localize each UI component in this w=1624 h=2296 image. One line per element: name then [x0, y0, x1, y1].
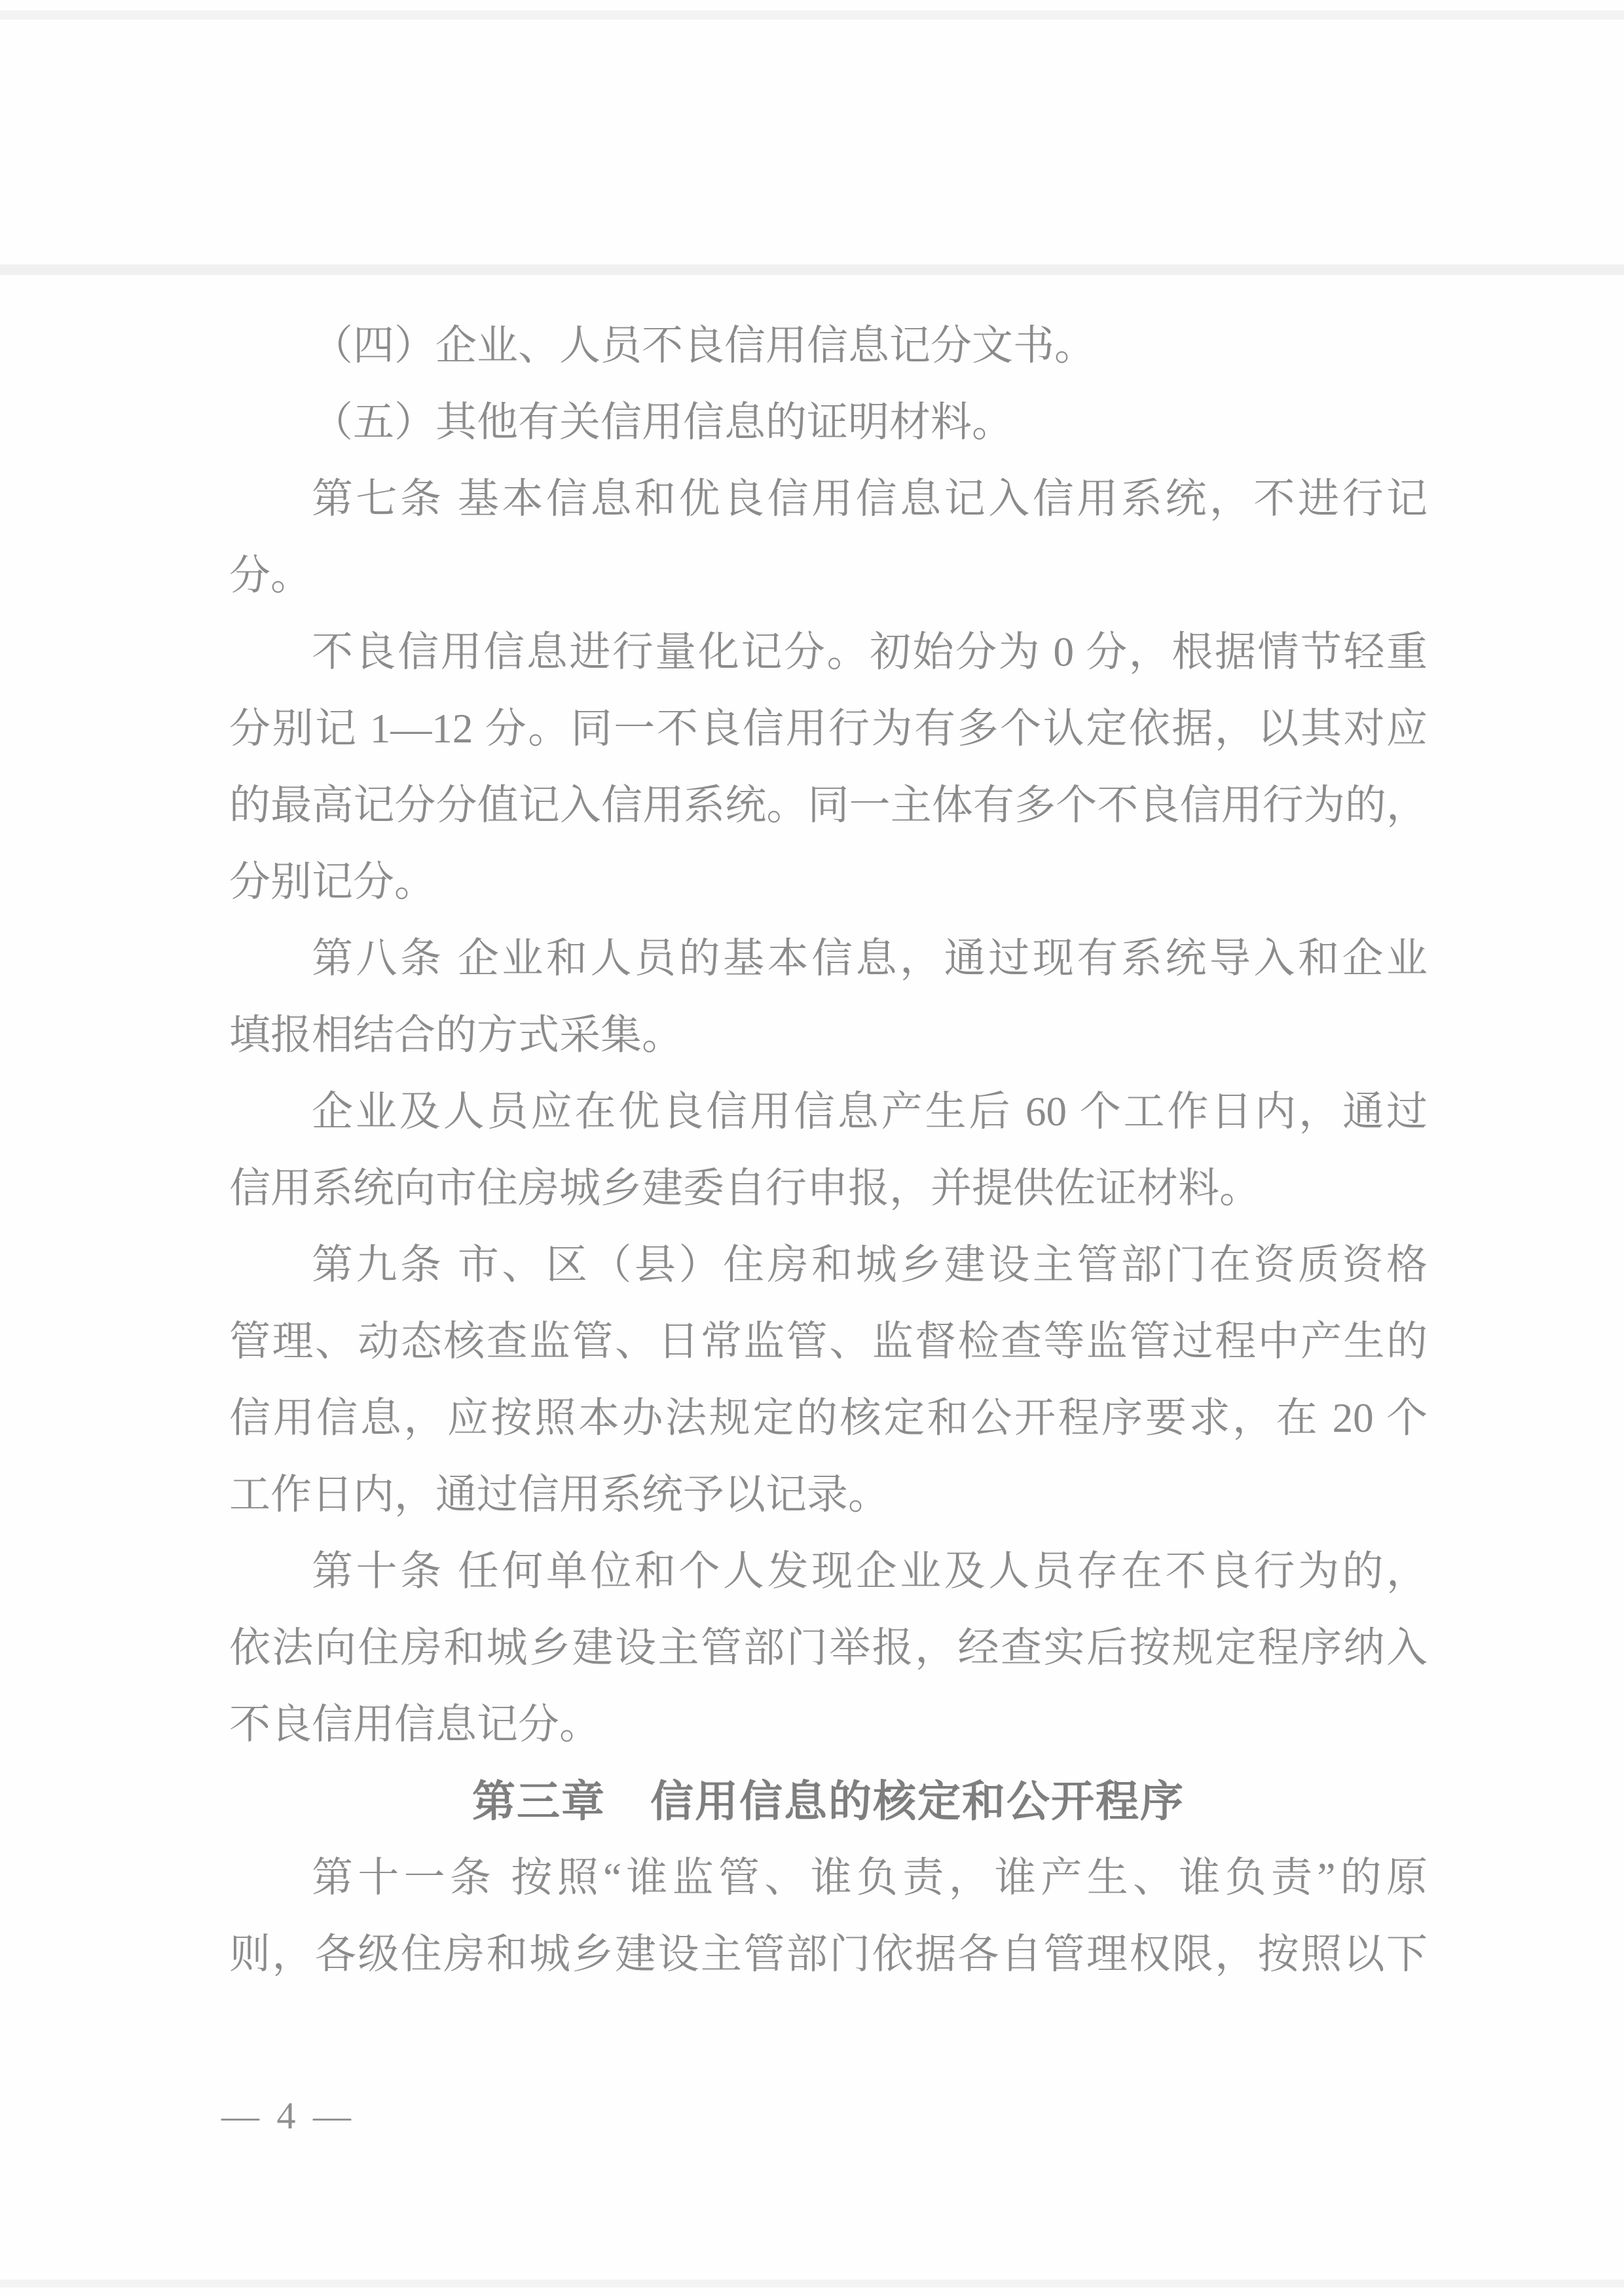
text-line: 企业及人员应在优良信用信息产生后 60 个工作日内，通过 — [312, 1089, 1428, 1135]
text-line-article-9: 第九条 市、区（县）住房和城乡建设主管部门在资质资格 — [312, 1242, 1428, 1288]
text-line: 分别记分。 — [229, 859, 435, 905]
text-line: 依法向住房和城乡建设主管部门举报，经查实后按规定程序纳入 — [229, 1625, 1428, 1671]
scan-artifact-top — [0, 10, 1624, 20]
text-line: 分。 — [229, 553, 312, 598]
text-line-item-5: （五）其他有关信用信息的证明材料。 — [312, 399, 1013, 445]
text-line: 信用信息，应按照本办法规定的核定和公开程序要求，在 20 个 — [229, 1395, 1428, 1441]
text-line: 不良信用信息进行量化记分。初始分为 0 分，根据情节轻重 — [312, 629, 1428, 675]
text-line: 信用系统向市住房城乡建委自行申报，并提供佐证材料。 — [229, 1165, 1261, 1211]
text-line-article-8: 第八条 企业和人员的基本信息，通过现有系统导入和企业 — [312, 936, 1428, 981]
text-line: 管理、动态核查监管、日常监管、监督检查等监管过程中产生的 — [229, 1319, 1428, 1364]
scan-artifact-bottom — [0, 2280, 1624, 2287]
text-line: 工作日内，通过信用系统予以记录。 — [229, 1472, 889, 1518]
text-line: 则，各级住房和城乡建设主管部门依据各自管理权限，按照以下 — [229, 1931, 1428, 1977]
chapter-heading: 第三章 信用信息的核定和公开程序 — [472, 1777, 1185, 1825]
text-line-article-10: 第十条 任何单位和个人发现企业及人员存在不良行为的， — [312, 1548, 1428, 1594]
text-line: 分别记 1—12 分。同一不良信用行为有多个认定依据，以其对应 — [229, 706, 1428, 752]
text-line-article-7: 第七条 基本信息和优良信用信息记入信用系统，不进行记 — [312, 476, 1428, 522]
document-body — [229, 308, 1428, 1993]
text-line-item-4: （四）企业、人员不良信用信息记分文书。 — [312, 323, 1096, 369]
scan-artifact-upper — [0, 264, 1624, 275]
text-line: 不良信用信息记分。 — [229, 1702, 600, 1747]
page-number: — 4 — — [221, 2094, 355, 2137]
text-line: 填报相结合的方式采集。 — [229, 1012, 683, 1058]
text-line: 的最高记分分值记入信用系统。同一主体有多个不良信用行为的， — [229, 782, 1428, 828]
text-line-article-11: 第十一条 按照“谁监管、谁负责，谁产生、谁负责”的原 — [312, 1855, 1428, 1901]
